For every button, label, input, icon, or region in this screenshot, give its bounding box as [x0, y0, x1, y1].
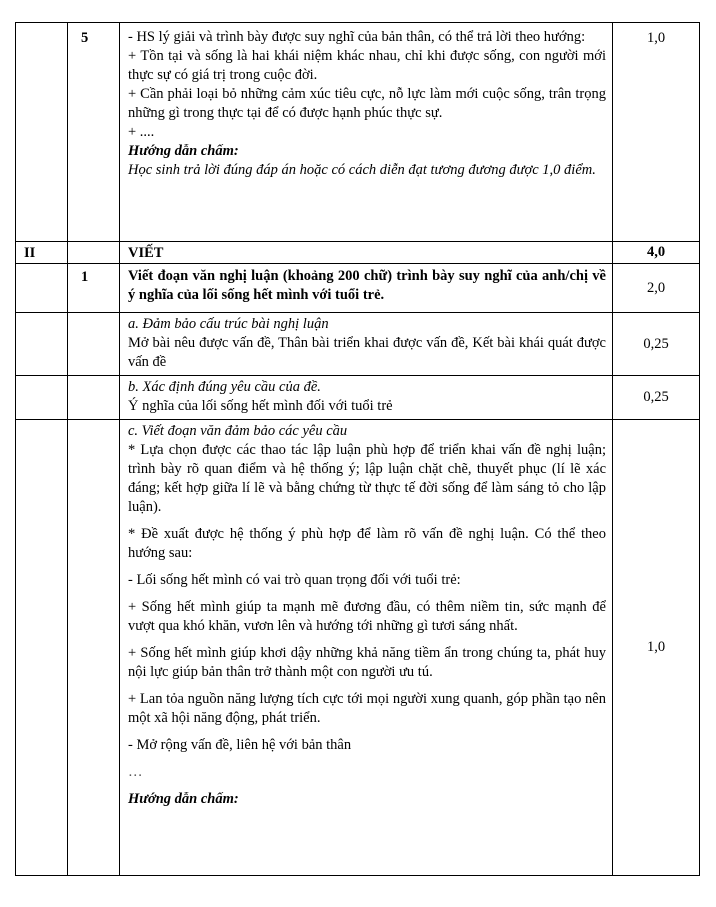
criteria-a	[120, 313, 613, 376]
empty-cell	[68, 242, 120, 264]
question-number: 1	[68, 264, 120, 313]
score-cell: 2,0	[613, 264, 700, 313]
criteria-paragraph: - Lối sống hết mình có vai trò quan trọng đối với tuổi trẻ:	[128, 572, 461, 588]
section-number: II	[16, 242, 68, 264]
score-cell: 1,0	[613, 420, 700, 876]
table-row	[16, 23, 700, 242]
criteria-heading: c. Viết đoạn văn đảm bảo các yêu cầu	[128, 423, 348, 439]
empty-cell	[16, 420, 68, 876]
score-cell: 0,25	[613, 376, 700, 420]
criteria-paragraph: * Đề xuất được hệ thống ý phù hợp để làm rõ vấn đề nghị luận. Có thể theo hướng sau:	[128, 526, 606, 561]
criteria-paragraph: + Lan tỏa nguồn năng lượng tích cực tới mọi người xung quanh, góp phần tạo nên một xã hội năng động, phát triển.	[128, 691, 606, 726]
table-row	[16, 242, 700, 264]
guide-title: Hướng dẫn chấm:	[128, 791, 239, 807]
empty-cell	[16, 313, 68, 376]
criteria-text: Ý nghĩa của lối sống hết mình đối với tuổi trẻ	[128, 398, 393, 414]
answer-line: + Tồn tại và sống là hai khái niệm khác nhau, chỉ khi được sống, con người mới thực sự có giá trị trong cuộc đời.	[128, 48, 606, 83]
guide-text: Học sinh trả lời đúng đáp án hoặc có cách diễn đạt tương đương được 1,0 điểm.	[128, 162, 596, 178]
criteria-text: Mở bài nêu được vấn đề, Thân bài triển khai được vấn đề, Kết bài khái quát được vấn đề	[128, 335, 606, 370]
table-row	[16, 264, 700, 313]
answer-line: - HS lý giải và trình bày được suy nghĩ của bản thân, có thể trả lời theo hướng:	[128, 29, 586, 45]
table-row	[16, 420, 700, 876]
criteria-c	[120, 420, 613, 876]
empty-cell	[68, 420, 120, 876]
answer-line: + Cần phải loại bỏ những cảm xúc tiêu cực, nỗ lực làm mới cuộc sống, trân trọng những gì trong thực tại để có được hạnh phúc thực sự.	[128, 86, 606, 121]
empty-cell	[68, 313, 120, 376]
answer-line: + ....	[128, 124, 155, 140]
criteria-paragraph: - Mở rộng vấn đề, liên hệ với bản thân	[128, 737, 352, 753]
criteria-heading: b. Xác định đúng yêu cầu của đề.	[128, 379, 321, 395]
empty-cell	[16, 264, 68, 313]
criteria-heading: a. Đảm bảo cấu trúc bài nghị luận	[128, 316, 329, 332]
criteria-paragraph: * Lựa chọn được các thao tác lập luận phù hợp để triển khai vấn đề nghị luận; trình bày rõ quan điểm và hệ thống ý; lập luận chặt chẽ, thuyết phục (lí lẽ xác đáng; kết hợp giữa lí lẽ và bằng chứng từ thực tế đời sống để làm sáng tỏ cho lập luận).	[128, 442, 606, 515]
section-title: VIẾT	[120, 242, 613, 264]
question-number: 5	[68, 23, 120, 242]
table-row	[16, 313, 700, 376]
criteria-paragraph: + Sống hết mình giúp khơi dậy những khả năng tiềm ẩn trong chúng ta, phát huy nội lực giúp bản thân trở thành một con người ưu tú.	[128, 645, 606, 680]
empty-cell	[68, 376, 120, 420]
criteria-b	[120, 376, 613, 420]
empty-cell	[16, 376, 68, 420]
criteria-paragraph: + Sống hết mình giúp ta mạnh mẽ đương đầu, có thêm niềm tin, sức mạnh để vượt qua khó khăn, vươn lên và hướng tới những gì tươi sáng nhất.	[128, 599, 606, 634]
question-title: Viết đoạn văn nghị luận (khoảng 200 chữ) trình bày suy nghĩ của anh/chị về ý nghĩa của lối sống hết mình với tuổi trẻ.	[120, 264, 613, 313]
table-row	[16, 376, 700, 420]
guide-title: Hướng dẫn chấm:	[128, 143, 239, 159]
score-cell: 1,0	[613, 23, 700, 242]
score-cell: 0,25	[613, 313, 700, 376]
answer-content	[120, 23, 613, 242]
grading-table	[15, 22, 700, 876]
criteria-paragraph: …	[128, 764, 143, 780]
score-cell: 4,0	[613, 242, 700, 264]
section-cell	[16, 23, 68, 242]
